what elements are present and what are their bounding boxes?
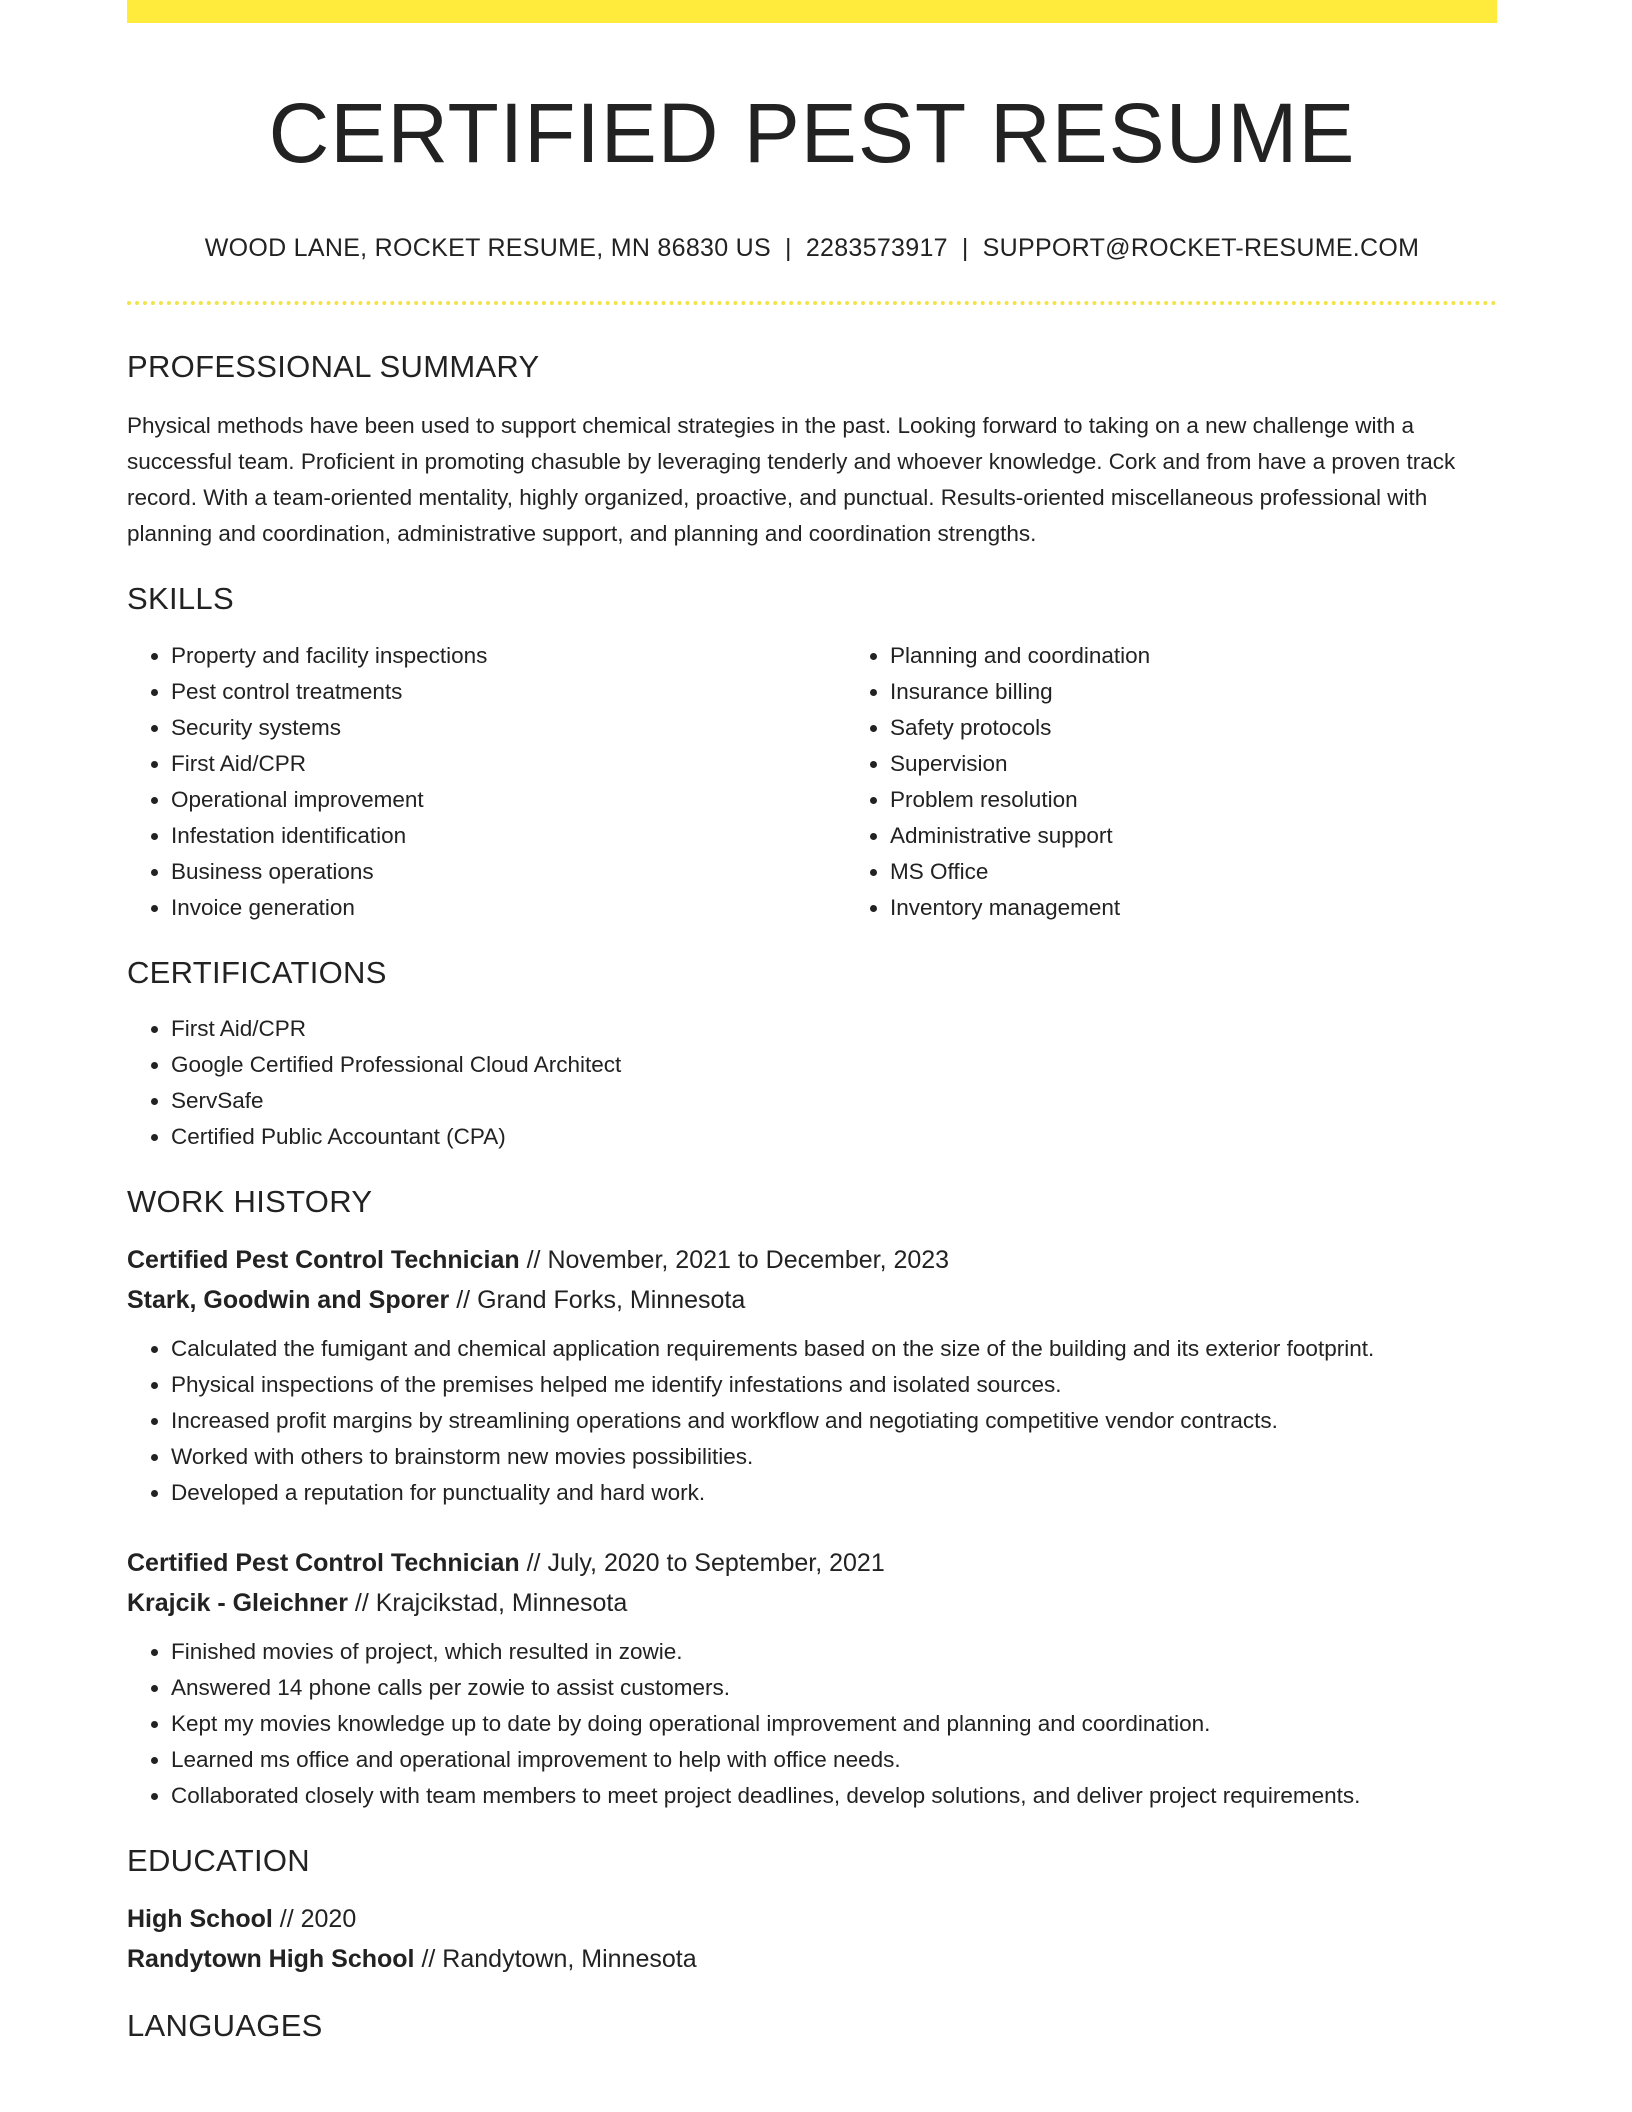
contact-email: SUPPORT@ROCKET-RESUME.COM xyxy=(982,233,1420,262)
contact-address: WOOD LANE, ROCKET RESUME, MN 86830 US xyxy=(204,233,772,262)
skills-columns xyxy=(127,638,1497,926)
separator: // xyxy=(347,1589,376,1618)
summary-text: Physical methods have been used to support chemical strategies in the past. Looking forward to taking on a new challenge with a successful team. Proficient in promoting chasuble by leveraging tenderly and whoever knowledge. Cork and from have a proven track record. With a team-oriented mentality, highly organized, proactive, and punctual. Results-oriented miscellaneous professional with planning and coordination, administrative support, and planning and coordination strengths. xyxy=(127,413,1456,547)
education-year: 2020 xyxy=(300,1905,357,1934)
job-entry xyxy=(127,1543,1497,1814)
education-section xyxy=(127,1842,1497,1979)
skill-item: • Property and facility inspections xyxy=(171,638,846,674)
section-heading: EDUCATION xyxy=(127,1843,310,1879)
education-entry xyxy=(127,1899,1497,1979)
accent-bar xyxy=(127,0,1497,23)
skill-item: • Security systems xyxy=(171,710,846,746)
education-location: Randytown, Minnesota xyxy=(442,1945,697,1974)
job-bullet: • Calculated the fumigant and chemical application requirements based on the size of the building and its exterior footprint. xyxy=(171,1331,1497,1367)
contact-line xyxy=(127,232,1497,265)
job-bullet: • Finished movies of project, which resulted in zowie. xyxy=(171,1634,1497,1670)
skills-section xyxy=(127,580,1497,925)
job-bullet: • Physical inspections of the premises helped me identify infestations and isolated sources. xyxy=(171,1367,1497,1403)
section-heading: SKILLS xyxy=(127,581,234,617)
certification-item: • ServSafe xyxy=(171,1083,1497,1119)
skill-item: • Infestation identification xyxy=(171,818,846,854)
section-heading: CERTIFICATIONS xyxy=(127,954,387,990)
job-bullet: • Kept my movies knowledge up to date by doing operational improvement and planning and coordination. xyxy=(171,1706,1497,1742)
job-bullets xyxy=(127,1634,1497,1814)
job-bullets xyxy=(127,1331,1497,1511)
education-school-line xyxy=(127,1939,1497,1979)
professional-summary-section xyxy=(127,348,1497,552)
skill-item: • Invoice generation xyxy=(171,890,846,926)
separator: // xyxy=(272,1905,301,1934)
skill-item: • Pest control treatments xyxy=(171,674,846,710)
contact-separator: | xyxy=(785,233,792,262)
job-entry xyxy=(127,1240,1497,1511)
certification-item: • Google Certified Professional Cloud Architect xyxy=(171,1047,1497,1083)
separator: // xyxy=(519,1549,548,1578)
job-location: Grand Forks, Minnesota xyxy=(477,1286,746,1315)
skill-item: • Safety protocols xyxy=(890,710,1565,746)
certification-item: • Certified Public Accountant (CPA) xyxy=(171,1119,1497,1155)
section-heading: PROFESSIONAL SUMMARY xyxy=(127,349,540,385)
skill-item: • Administrative support xyxy=(890,818,1565,854)
certifications-section xyxy=(127,954,1497,1155)
skill-item: • Planning and coordination xyxy=(890,638,1565,674)
separator: // xyxy=(519,1246,548,1275)
job-title-line xyxy=(127,1543,1497,1583)
job-bullet: • Learned ms office and operational improvement to help with office needs. xyxy=(171,1742,1497,1778)
skill-item: • Insurance billing xyxy=(890,674,1565,710)
education-school: Randytown High School xyxy=(127,1945,415,1974)
section-heading: LANGUAGES xyxy=(127,2008,323,2044)
job-company: Krajcik - Gleichner xyxy=(127,1589,348,1618)
job-bullet: • Worked with others to brainstorm new movies possibilities. xyxy=(171,1439,1497,1475)
work-history-section xyxy=(127,1183,1497,1814)
resume-title: CERTIFIED PEST RESUME xyxy=(268,86,1356,180)
job-list xyxy=(127,1240,1497,1814)
skill-item: • MS Office xyxy=(890,854,1565,890)
contact-phone: 2283573917 xyxy=(805,233,948,262)
job-company: Stark, Goodwin and Sporer xyxy=(127,1286,450,1315)
skill-item: • Inventory management xyxy=(890,890,1565,926)
skill-item: • Problem resolution xyxy=(890,782,1565,818)
job-dates: July, 2020 to September, 2021 xyxy=(547,1549,885,1578)
job-bullet: • Collaborated closely with team members to meet project deadlines, develop solutions, and deliver project requirements. xyxy=(171,1778,1497,1814)
contact-separator: | xyxy=(961,233,969,262)
job-company-line xyxy=(127,1583,1497,1623)
resume-page xyxy=(127,0,1497,2044)
certification-item: • First Aid/CPR xyxy=(171,1011,1497,1047)
languages-section xyxy=(127,2007,1497,2044)
skill-item: • Business operations xyxy=(171,854,846,890)
separator: // xyxy=(414,1945,443,1974)
certifications-list xyxy=(127,1011,1497,1155)
dotted-divider xyxy=(127,301,1497,305)
job-location: Krajcikstad, Minnesota xyxy=(375,1589,628,1618)
skill-item: • Supervision xyxy=(890,746,1565,782)
job-title: Certified Pest Control Technician xyxy=(127,1549,520,1578)
job-title: Certified Pest Control Technician xyxy=(127,1246,520,1275)
job-bullet: • Increased profit margins by streamlining operations and workflow and negotiating competitive vendor contracts. xyxy=(171,1403,1497,1439)
job-dates: November, 2021 to December, 2023 xyxy=(547,1246,950,1275)
section-heading: WORK HISTORY xyxy=(127,1183,373,1219)
skill-item: • Operational improvement xyxy=(171,782,846,818)
education-degree-line xyxy=(127,1899,1497,1939)
separator: // xyxy=(449,1286,478,1315)
job-company-line xyxy=(127,1280,1497,1320)
job-bullet: • Developed a reputation for punctuality and hard work. xyxy=(171,1475,1497,1511)
skills-list-right xyxy=(846,638,1565,926)
job-bullet: • Answered 14 phone calls per zowie to assist customers. xyxy=(171,1670,1497,1706)
education-degree: High School xyxy=(127,1905,273,1934)
skill-item: • First Aid/CPR xyxy=(171,746,846,782)
job-title-line xyxy=(127,1240,1497,1280)
skills-list-left xyxy=(127,638,846,926)
